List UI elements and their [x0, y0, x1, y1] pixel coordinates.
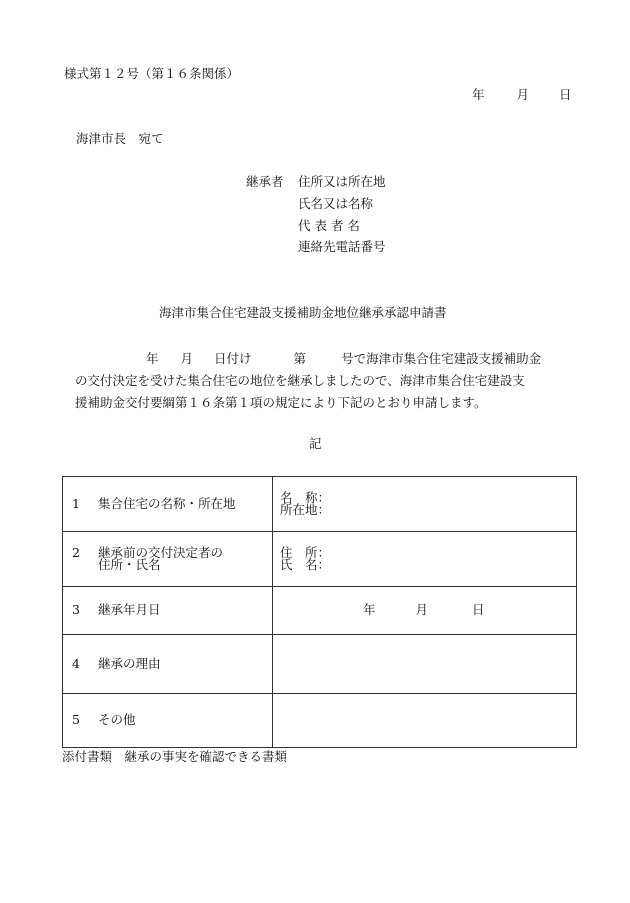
row-3-label: [63, 587, 273, 635]
application-body: [75, 348, 575, 414]
row-label-continued: 住所・氏名: [98, 557, 161, 572]
row-number: 1: [72, 495, 80, 511]
row-number: 2: [72, 544, 80, 560]
row-3-value[interactable]: [273, 587, 577, 635]
form-number: 様式第１２号（第１６条関係）: [64, 66, 240, 81]
table-row: [63, 635, 577, 694]
date-year-label: 年: [472, 87, 485, 102]
document-title: 海津市集合住宅建設支援補助金地位継承承認申請書: [159, 305, 447, 320]
body-month: 月: [180, 351, 194, 366]
row-number: 3: [72, 602, 80, 618]
date-month-label: 月: [516, 87, 530, 102]
table-row: [63, 587, 577, 635]
succession-day-label: 日: [472, 602, 485, 618]
body-line-1: [75, 348, 575, 370]
successor-phone-label: 連絡先電話番号: [298, 239, 386, 254]
body-dated: 日付け: [214, 351, 252, 366]
row-1-label: [63, 477, 273, 532]
successor-name-label: 氏名又は名称: [298, 196, 374, 211]
successor-label: 継承者: [246, 174, 284, 189]
facility-location-label: 所在地：: [280, 502, 331, 517]
row-number: 5: [72, 712, 80, 728]
table-row: [63, 532, 577, 587]
application-date: [472, 89, 572, 102]
body-line-2: の交付決定を受けた集合住宅の地位を継承しましたので、海津市集合住宅建設支: [75, 373, 525, 388]
row-4-label: [63, 635, 273, 694]
successor-address-label: 住所又は所在地: [298, 174, 386, 189]
row-label: 継承年月日: [98, 602, 161, 618]
body-year: 年: [146, 351, 159, 366]
row-5-label: [63, 694, 273, 748]
row-number: 4: [72, 655, 80, 671]
row-2-value[interactable]: [273, 532, 577, 587]
succession-month-label: 月: [415, 602, 429, 618]
body-line-3: 援補助金交付要綱第１６条第１項の規定により下記のとおり申請します。: [75, 395, 487, 410]
facility-name-label: 名 称：: [280, 489, 331, 505]
date-day-label: 日: [559, 87, 572, 102]
row-label: 継承の理由: [98, 655, 161, 671]
ki-heading: 記: [309, 436, 322, 451]
addressee: 海津市長 宛て: [76, 131, 164, 146]
successor-representative-label: 代 表 者 名: [298, 218, 360, 233]
previous-name-label: 氏 名：: [280, 557, 331, 572]
succession-year-label: 年: [363, 602, 376, 618]
row-label: その他: [98, 712, 136, 728]
table-row: [63, 477, 577, 532]
row-2-label: [63, 532, 273, 587]
row-1-value[interactable]: [273, 477, 577, 532]
table-row: [63, 694, 577, 748]
body-line1-rest: 号で海津市集合住宅建設支援補助金: [341, 351, 542, 366]
row-5-value[interactable]: [273, 694, 577, 748]
items-table: [62, 476, 577, 748]
attachment-note: 添付書類 継承の事実を確認できる書類: [62, 749, 288, 764]
previous-address-label: 住 所：: [280, 544, 331, 560]
row-4-value[interactable]: [273, 635, 577, 694]
body-dai: 第: [293, 351, 307, 366]
row-label: 集合住宅の名称・所在地: [98, 495, 236, 511]
row-label: 継承前の交付決定者の: [98, 544, 224, 560]
